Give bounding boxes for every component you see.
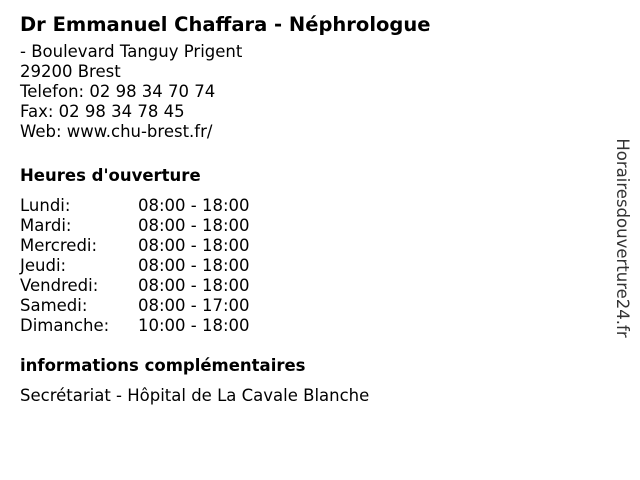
hours-row: [20, 216, 590, 236]
site-watermark: Horairesdouverture24.fr: [613, 138, 632, 338]
hours-heading: Heures d'ouverture: [20, 166, 201, 185]
info-heading: informations complémentaires: [20, 356, 306, 375]
time-range: 08:00 - 18:00: [138, 216, 250, 235]
city-postcode: 29200 Brest: [20, 62, 121, 81]
time-range: 08:00 - 18:00: [138, 196, 250, 215]
time-range: 08:00 - 18:00: [138, 236, 250, 255]
fax-number: Fax: 02 98 34 78 45: [20, 102, 185, 121]
time-range: 10:00 - 18:00: [138, 316, 250, 335]
hours-row: [20, 276, 590, 296]
phone-number: Telefon: 02 98 34 70 74: [20, 82, 216, 101]
hours-row: [20, 256, 590, 276]
time-range: 08:00 - 18:00: [138, 256, 250, 275]
day-label: Jeudi:: [20, 256, 67, 275]
info-text: Secrétariat - Hôpital de La Cavale Blanche: [20, 386, 370, 405]
street-address: - Boulevard Tanguy Prigent: [20, 42, 243, 61]
day-label: Mardi:: [20, 216, 72, 235]
time-range: 08:00 - 18:00: [138, 276, 250, 295]
hours-row: [20, 316, 590, 336]
day-label: Samedi:: [20, 296, 88, 315]
page-title: Dr Emmanuel Chaffara - Néphrologue: [20, 13, 431, 36]
hours-table: [20, 196, 590, 336]
day-label: Lundi:: [20, 196, 71, 215]
day-label: Dimanche:: [20, 316, 110, 335]
website: Web: www.chu-brest.fr/: [20, 122, 213, 141]
listing-card: [20, 10, 590, 406]
address-block: [20, 42, 590, 142]
day-label: Vendredi:: [20, 276, 99, 295]
time-range: 08:00 - 17:00: [138, 296, 250, 315]
day-label: Mercredi:: [20, 236, 98, 255]
hours-row: [20, 236, 590, 256]
hours-row: [20, 296, 590, 316]
hours-row: [20, 196, 590, 216]
